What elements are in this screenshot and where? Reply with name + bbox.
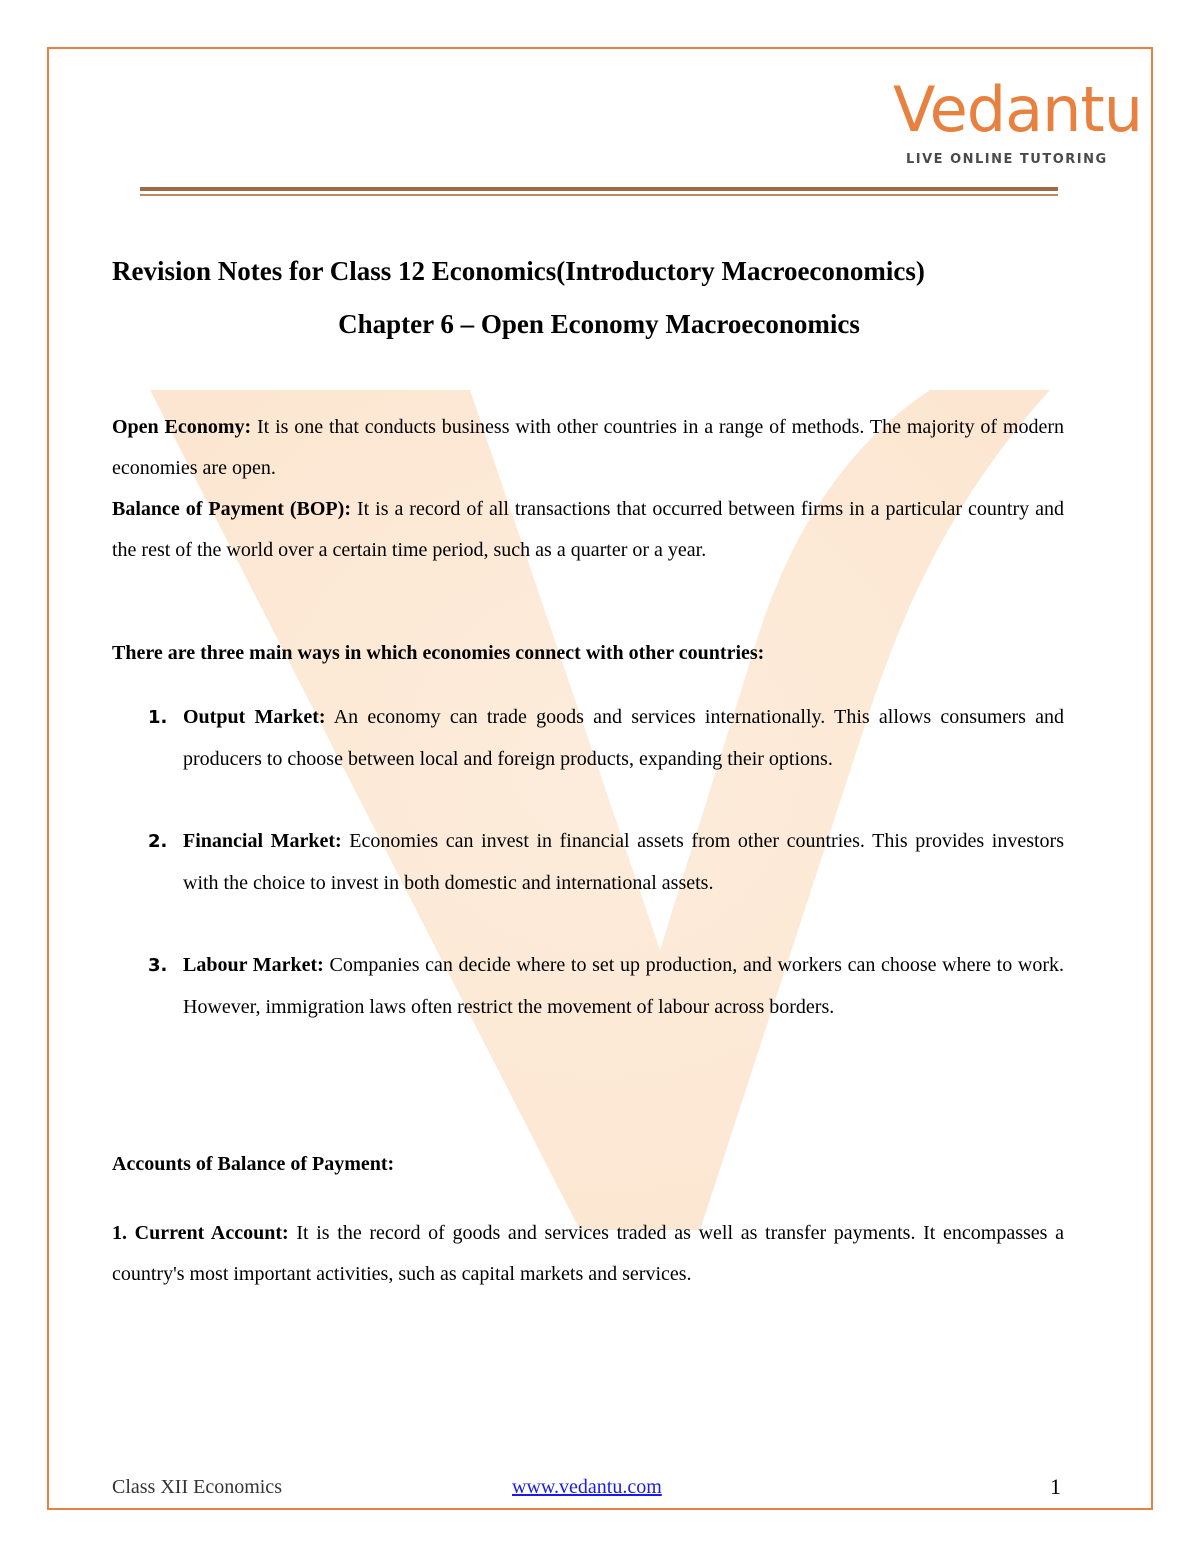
footer-class-label: Class XII Economics xyxy=(112,1476,282,1498)
definition-output-market: An economy can trade goods and services internationally. This allows consumers and producers to choose between local and foreign products, expanding their options. xyxy=(183,706,1064,770)
paragraph-current-account xyxy=(112,1213,1064,1295)
definition-current-account: It is the record of goods and services traded as well as transfer payments. It encompasses a country's most important activities, such as capital markets and services. xyxy=(112,1222,1065,1285)
term-financial-market: Financial Market: xyxy=(183,830,342,852)
header-rule-thick xyxy=(140,187,1058,191)
list-item-text xyxy=(183,821,1064,904)
term-bop: Balance of Payment (BOP): xyxy=(112,498,351,520)
accounts-heading: Accounts of Balance of Payment: xyxy=(112,1153,395,1175)
list-item-text xyxy=(183,945,1064,1028)
ways-intro-heading xyxy=(112,633,1064,674)
definition-bop: It is a record of all transactions that occurred between firms in a particular country and the rest of the world over a certain time period, such as a quarter or a year. xyxy=(112,498,1064,561)
list-number: 3. xyxy=(148,955,168,976)
list-number: 1. xyxy=(148,707,168,728)
page-number: 1 xyxy=(1050,1474,1061,1499)
term-labour-market: Labour Market: xyxy=(183,954,324,976)
vedantu-logo[interactable] xyxy=(893,73,1142,175)
definition-financial-market: Economies can invest in financial assets from other countries. This provides investors with the choice to invest in both domestic and international assets. xyxy=(183,830,1064,894)
document-title: Revision Notes for Class 12 Economics(Introductory Macroeconomics) xyxy=(112,256,925,286)
chapter-title: Chapter 6 – Open Economy Macroeconomics xyxy=(338,309,860,339)
definition-open-economy: It is one that conducts business with other countries in a range of methods. The majority of modern economies are open. xyxy=(112,416,1065,479)
logo-tagline: LIVE ONLINE TUTORING xyxy=(906,152,1108,167)
paragraph-open-economy xyxy=(112,407,1064,489)
list-number: 2. xyxy=(148,831,168,852)
paragraph-bop xyxy=(112,489,1064,571)
footer-website-link[interactable]: www.vedantu.com xyxy=(512,1476,662,1498)
header-rule-thin xyxy=(140,194,1058,196)
logo-wordmark: Vedantu xyxy=(893,73,1142,146)
ways-intro-text: There are three main ways in which economies connect with other countries: xyxy=(112,642,765,664)
definition-labour-market: Companies can decide where to set up production, and workers can choose where to work. However, immigration laws often restrict the movement of labour across borders. xyxy=(183,954,1064,1018)
list-item-text xyxy=(183,697,1064,780)
term-open-economy: Open Economy: xyxy=(112,416,252,438)
term-output-market: Output Market: xyxy=(183,706,326,728)
term-current-account: 1. Current Account: xyxy=(112,1222,289,1244)
